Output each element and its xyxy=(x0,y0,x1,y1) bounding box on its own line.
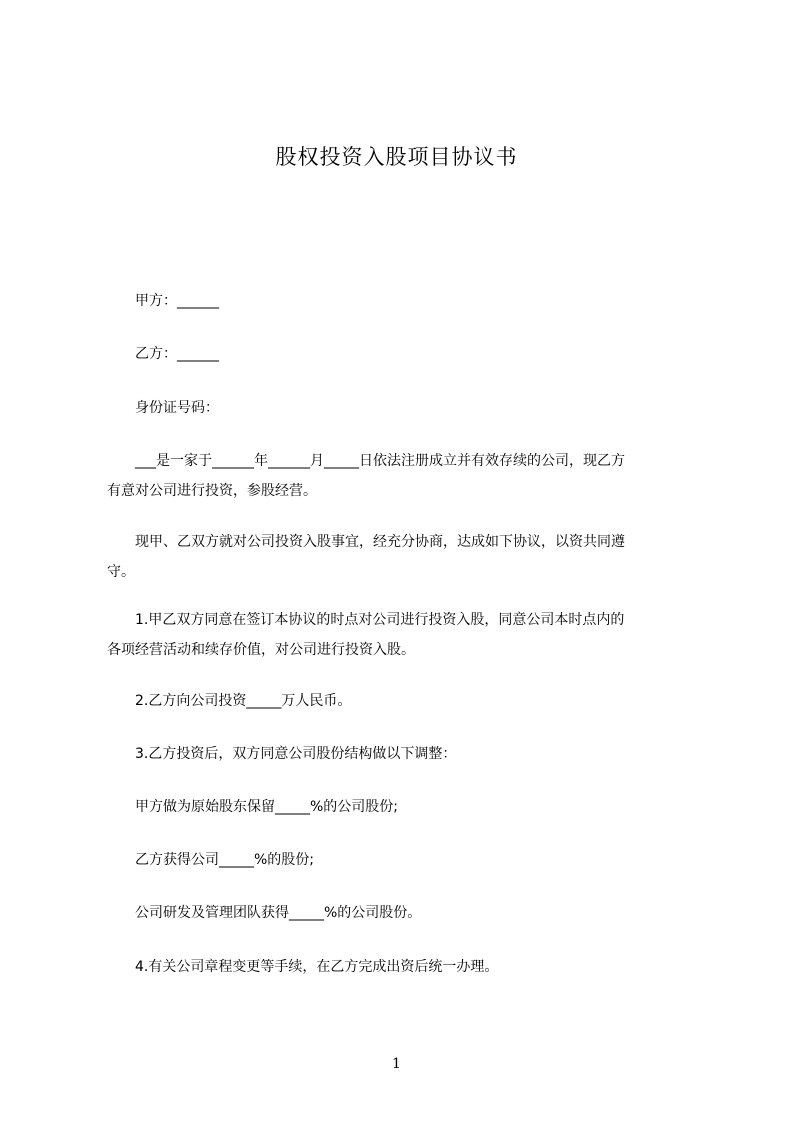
intro-line-1: ___是一家于______年______月_____日依法注册成立并有效存续的公司，现乙方 xyxy=(135,453,625,469)
clause-1-line-2: 各项经营活动和续存价值，对公司进行投资入股。 xyxy=(107,642,415,658)
clause-1-line-1: 1.甲乙双方同意在签订本协议的时点对公司进行投资入股，同意公司本时点内的 xyxy=(135,612,625,628)
clause-1 xyxy=(107,605,703,665)
clause-3: 3.乙方投资后，双方同意公司股份结构做以下调整： xyxy=(135,746,457,762)
id-number-line: 身份证号码： xyxy=(135,400,219,416)
share-team: 公司研发及管理团队获得_____%的公司股份。 xyxy=(135,905,422,921)
clause-2: 2.乙方向公司投资_____万人民币。 xyxy=(135,693,352,709)
agreement-paragraph xyxy=(107,527,703,587)
agreement-line-2: 守。 xyxy=(107,564,135,580)
party-b-line: 乙方：______ xyxy=(135,346,219,362)
share-party-a: 甲方做为原始股东保留_____%的公司股份; xyxy=(135,799,399,815)
intro-paragraph xyxy=(107,446,703,506)
document-title: 股权投资入股项目协议书 xyxy=(275,145,518,169)
agreement-line-1: 现甲、乙双方就对公司投资入股事宜，经充分协商，达成如下协议，以资共同遵 xyxy=(135,534,625,550)
clause-4: 4.有关公司章程变更等手续，在乙方完成出资后统一办理。 xyxy=(135,959,499,975)
share-party-b: 乙方获得公司_____%的股份; xyxy=(135,852,315,868)
page-number: 1 xyxy=(392,1056,401,1072)
party-a-line: 甲方：______ xyxy=(135,293,219,309)
intro-line-2: 有意对公司进行投资，参股经营。 xyxy=(107,483,317,499)
